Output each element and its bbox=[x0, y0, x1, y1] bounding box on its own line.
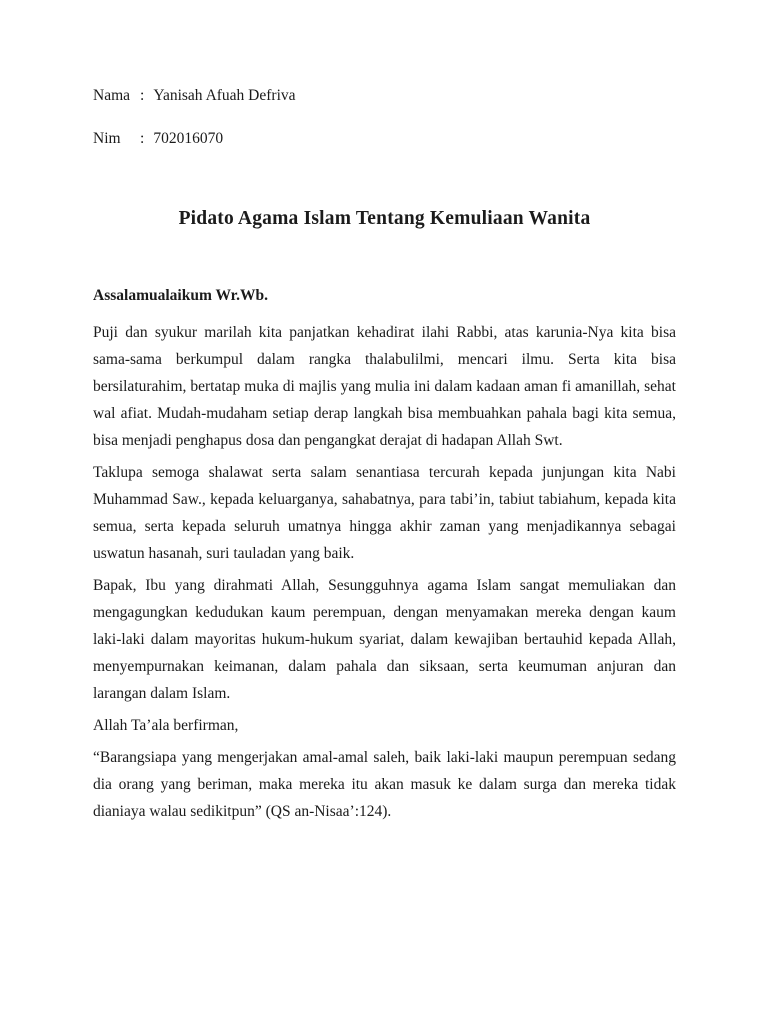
name-label: Nama bbox=[93, 87, 131, 104]
greeting-heading: Assalamualaikum Wr.Wb. bbox=[93, 287, 269, 304]
paragraph-firman-intro: Allah Ta’ala berfirman, bbox=[93, 717, 239, 734]
nim-value: 702016070 bbox=[153, 130, 224, 147]
nim-label: Nim bbox=[93, 130, 121, 147]
document-title: Pidato Agama Islam Tentang Kemuliaan Wanita bbox=[178, 208, 591, 229]
student-nim-row bbox=[93, 129, 676, 149]
paragraph-shalawat: Taklupa semoga shalawat serta salam senantiasa tercurah kepada junjungan kita Nabi Muhammad Saw., kepada keluarganya, sahabatnya, para tabi’in, tabiut tabiahum, kepada kita semua, serta kepada seluruh umatnya hingga akhir zaman yang menjadikannya sebagai uswatun hasanah, suri tauladan yang baik. bbox=[93, 464, 676, 562]
name-separator: : bbox=[140, 87, 145, 104]
nim-separator: : bbox=[140, 130, 145, 147]
paragraph-quran-quote: “Barangsiapa yang mengerjakan amal-amal saleh, baik laki-laki maupun perempuan sedang dia orang yang beriman, maka mereka itu akan masuk ke dalam surga dan mereka tidak dianiaya walau sedikitpun” (QS an-Nisaa’:124). bbox=[93, 749, 676, 820]
paragraph-main: Bapak, Ibu yang dirahmati Allah, Sesungguhnya agama Islam sangat memuliakan dan mengagungkan kedudukan kaum perempuan, dengan menyamakan mereka dengan kaum laki-laki dalam mayoritas hukum-hukum syariat, dalam kewajiban bertauhid kepada Allah, menyempurnakan keimanan, dalam pahala dan siksaan, serta keumuman anjuran dan larangan dalam Islam. bbox=[93, 577, 676, 702]
student-name-row bbox=[93, 86, 676, 106]
paragraph-opening: Puji dan syukur marilah kita panjatkan kehadirat ilahi Rabbi, atas karunia-Nya kita bisa sama-sama berkumpul dalam rangka thalabulilmi, mencari ilmu. Serta kita bisa bersilaturahim, bertatap muka di majlis yang mulia ini dalam kadaan aman fi amanillah, sehat wal afiat. Mudah-mudaham setiap derap langkah bisa membuahkan pahala bagi kita semua, bisa menjadi penghapus dosa dan pengangkat derajat di hadapan Allah Swt. bbox=[93, 324, 676, 449]
name-value: Yanisah Afuah Defriva bbox=[153, 87, 296, 104]
